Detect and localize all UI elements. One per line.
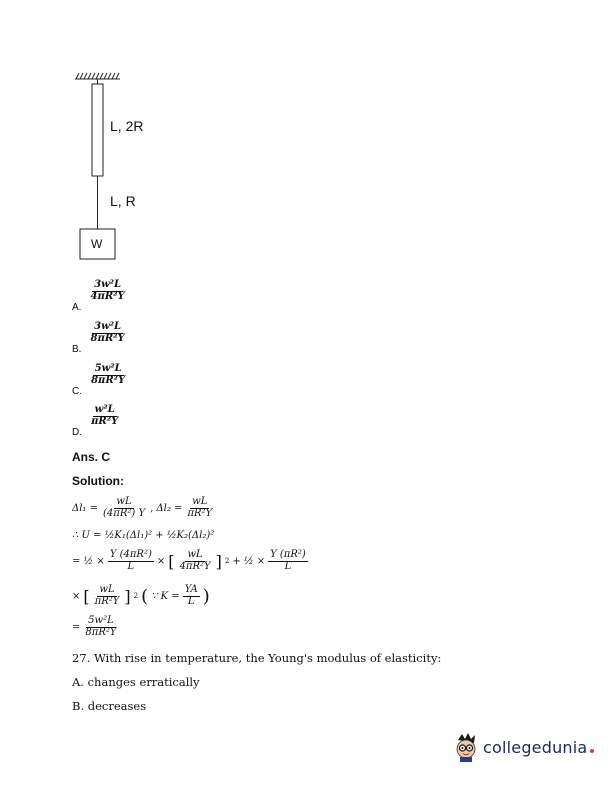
weight-label: W (91, 237, 103, 251)
line4-since-k: ∵ K = (151, 590, 180, 602)
option-denominator: 8πR²Y (91, 374, 126, 386)
ceiling-hatch (75, 73, 120, 79)
line3-frac3-denominator: L (284, 560, 292, 572)
line3-frac1-denominator: L (127, 560, 135, 572)
option-numerator: 3w²L (94, 321, 122, 332)
line4-frac-denominator: πR²Y (94, 595, 120, 607)
option-b (72, 321, 127, 355)
graduate-mascot-icon (452, 732, 480, 762)
solution-line-5 (72, 616, 118, 638)
solution-line-2 (72, 530, 214, 541)
option-denominator: 4πR²Y (90, 290, 125, 302)
lower-rod-label: L, R (110, 193, 136, 209)
collegedunia-logo[interactable] (452, 732, 594, 762)
option-numerator: 5w²L (94, 363, 122, 374)
final-denominator: 8πR²Y (85, 626, 117, 638)
question-option-b: B. decreases (72, 699, 147, 713)
line3-frac2-numerator: wL (187, 549, 203, 560)
delta-l1-numerator: wL (116, 496, 132, 507)
rod-diagram (60, 65, 220, 265)
option-letter: D. (72, 426, 82, 438)
line3-frac2-denominator: 4πR²Y (179, 560, 211, 572)
solution-line-3: = ½ × $\frac{\text{Y (4πR²)}}{L}$ × [ $\frac{wL}{\text{4πR²Y}}$ ] 2 + ½ × $\frac{\text{Y (πR²)}}{L}$ (72, 549, 306, 572)
option-a (72, 279, 127, 313)
upper-rod-label: L, 2R (110, 118, 144, 134)
line4-frac-numerator: wL (99, 584, 115, 595)
line4-k-numerator: YA (184, 584, 198, 595)
delta-l2-lhs: , Δl₂ = (150, 502, 183, 514)
line5-equals: = (72, 621, 81, 633)
logo-text: collegedunia (483, 737, 588, 757)
delta-l2-numerator: wL (192, 496, 208, 507)
question-27: 27. With rise in temperature, the Young's modulus of elasticity: (72, 651, 442, 665)
line3-times: × (156, 555, 166, 567)
answer: Ans. C (72, 450, 111, 464)
solution-line-4: × [ $\frac{wL}{\text{πR²Y}}$ ] 2 ( ∵ K = $\frac{YA}{L}$ ) (72, 584, 210, 607)
logo-dot (590, 749, 594, 753)
line3-frac3-numerator: Y (πR²) (270, 549, 306, 560)
solution-line-1 (72, 497, 214, 519)
line3-frac1-numerator: Y (4πR²) (109, 549, 152, 560)
final-numerator: 5w²L (88, 615, 114, 626)
line4-k-denominator: L (187, 595, 195, 607)
solution-heading: Solution: (72, 474, 124, 488)
option-letter: C. (72, 385, 82, 397)
delta-l1-lhs: Δl₁ = (72, 502, 98, 514)
option-d (72, 404, 120, 438)
option-denominator: 8πR²Y (90, 332, 125, 344)
delta-l2-denominator: πR²Y (187, 507, 213, 519)
option-c (72, 363, 127, 397)
option-denominator: πR²Y (91, 415, 119, 427)
delta-l1-denominator: (4πR²) Y (103, 507, 146, 519)
line4-times: × (72, 590, 81, 602)
upper-rod (92, 84, 103, 176)
energy-equation: ∴ U = ½K₁(Δl₁)² + ½K₂(Δl₂)² (72, 530, 215, 541)
question-option-a: A. changes erratically (72, 675, 200, 689)
option-numerator: w²L (94, 404, 115, 415)
option-letter: A. (72, 301, 82, 313)
line3-half: = ½ × (72, 555, 105, 567)
line3-plus: + ½ × (232, 555, 266, 567)
option-letter: B. (72, 343, 82, 355)
option-numerator: 3w²L (94, 279, 122, 290)
